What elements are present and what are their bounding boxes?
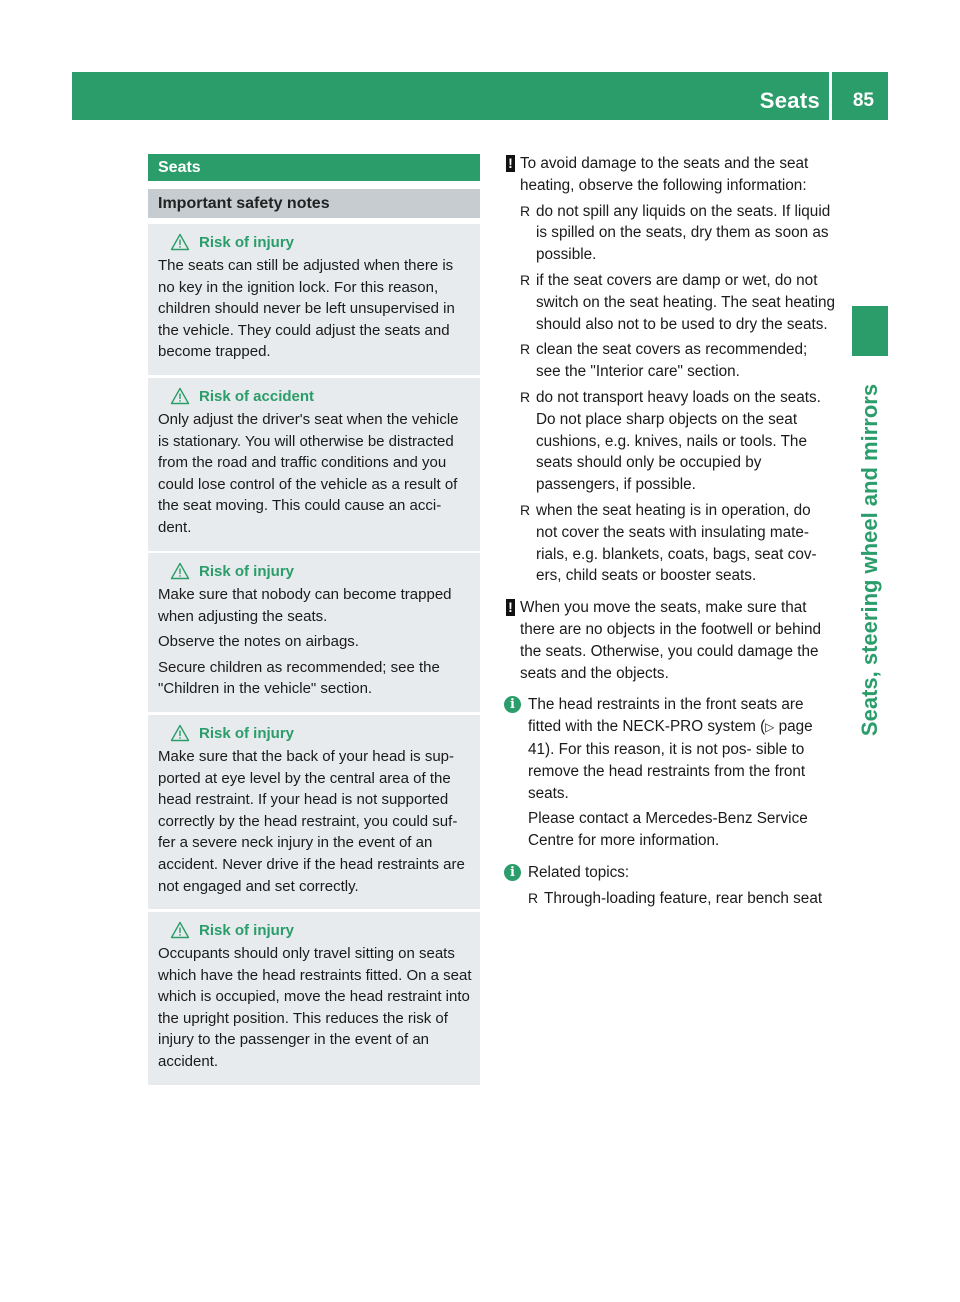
note-text-end: page 41). For this reason, it is not pos- sible to remove the head restraints from the front seats.: [528, 718, 813, 802]
warning-text: Occupants should only travel sitting on seats which have the head restraints fitted. On a seat which is occupied, move the head restraint into the upright position. This reduces the risk of injury to the passenger in the event of an accident.: [158, 945, 472, 1070]
note-text: Related topics:: [528, 863, 630, 881]
warning-text: Make sure that the back of your head is sup- ported at eye level by the central area of the head restraint. If your head is not supported correctly by the head restraint, you could suf- fer a severe neck injury in the event of an accident. Never drive if the head restraints are not engaged and set correctly.: [158, 748, 465, 895]
exclamation-icon: !: [506, 155, 515, 172]
warning-title: Risk of injury: [199, 724, 295, 742]
bullet-list: [528, 888, 836, 910]
chapter-tab-label: Seats, steering wheel and mirrors: [857, 383, 882, 737]
list-item: R do not spill any liquids on the seats. If liquid is spilled on the seats, dry them as soon as possible.: [520, 201, 836, 266]
header-bar: [72, 72, 888, 120]
warning-triangle-icon: [170, 233, 190, 251]
warning-box: [148, 378, 480, 551]
note-text: To avoid damage to the seats and the seat heating, observe the following information:: [520, 155, 809, 194]
warning-box: [148, 912, 480, 1085]
warning-title: Risk of accident: [199, 387, 315, 405]
warning-title: Risk of injury: [199, 233, 295, 251]
warning-text: Secure children as recommended; see the "Children in the vehicle" section.: [158, 658, 440, 698]
page-number: 85: [852, 90, 874, 111]
header-title: Seats: [759, 88, 820, 113]
list-item: R Through-loading feature, rear bench seat: [528, 888, 836, 910]
warning-box: [148, 553, 480, 712]
section-title: Seats: [148, 154, 480, 181]
warning-title: Risk of injury: [199, 921, 295, 939]
warning-text: Only adjust the driver's seat when the vehicle is stationary. You will otherwise be distracted from the road and traffic conditions and you could lose control of the vehicle as a result of the seat moving. This could cause an acci- dent.: [158, 411, 459, 536]
warning-box: [148, 224, 480, 375]
right-column: [506, 153, 836, 920]
warning-box: [148, 715, 480, 909]
note-text: Please contact a Mercedes-Benz Service Centre for more information.: [528, 810, 808, 850]
info-icon: i: [504, 864, 521, 881]
info-note-neck-pro: [506, 694, 836, 852]
page-reference-arrow-icon: ▷: [765, 720, 775, 735]
note-text: When you move the seats, make sure that there are no objects in the footwell or behind the seats. Otherwise, you could damage the seats and the objects.: [520, 599, 822, 682]
warning-text: The seats can still be adjusted when there is no key in the ignition lock. For this reason, children should never be left unsupervised in the vehicle. They could adjust the seats and become trapped.: [158, 257, 455, 361]
list-item: R if the seat covers are damp or wet, do not switch on the seat heating. The seat heating should also not to be used to dry the seats.: [520, 270, 836, 335]
info-note-related: [506, 862, 836, 910]
bullet-list: [520, 201, 836, 588]
caution-note-move-seats: [506, 597, 836, 684]
list-item: R clean the seat covers as recommended; see the "Interior care" section.: [520, 339, 836, 383]
warning-title: Risk of injury: [199, 562, 295, 580]
exclamation-icon: !: [506, 599, 515, 616]
warning-triangle-icon: [170, 724, 190, 742]
warning-triangle-icon: [170, 387, 190, 405]
warning-triangle-icon: [170, 921, 190, 939]
warning-triangle-icon: [170, 562, 190, 580]
list-item: R do not transport heavy loads on the seats. Do not place sharp objects on the seat cushions, e.g. knives, nails or tools. The seats should only be occupied by passengers, if possible.: [520, 387, 836, 496]
subsection-title: Important safety notes: [148, 189, 480, 218]
info-icon: i: [504, 696, 521, 713]
chapter-tab-marker: [852, 306, 888, 356]
warning-text: Observe the notes on airbags.: [158, 633, 359, 651]
note-text-start: The head restraints in the front seats are fitted with the NECK-PRO system (: [528, 696, 804, 736]
caution-note-seat-damage: [506, 153, 836, 587]
warning-text: Make sure that nobody can become trapped when adjusting the seats.: [158, 586, 452, 625]
note-text: [528, 694, 836, 804]
list-item: R when the seat heating is in operation, do not cover the seats with insulating mate- rials, e.g. blankets, coats, bags, seat cov- ers, child seats or booster seats.: [520, 500, 836, 587]
header-divider: [829, 72, 832, 120]
